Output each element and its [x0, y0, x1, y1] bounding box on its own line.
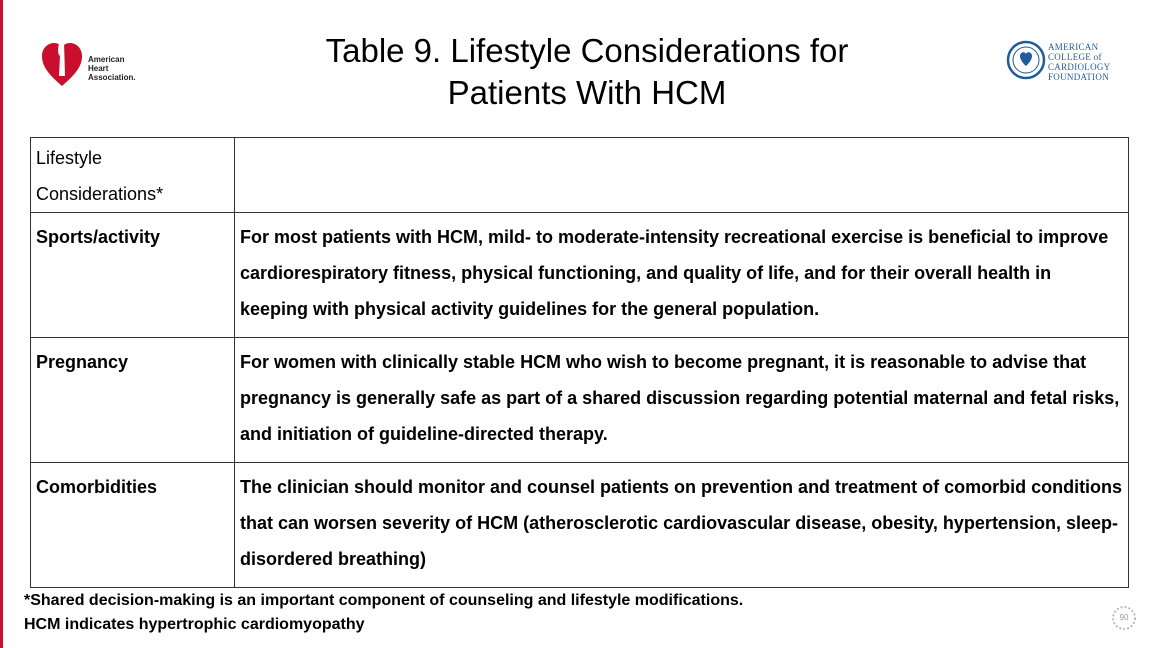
footnote-shared-decision: *Shared decision-making is an important component of counseling and lifestyle modifications. — [24, 592, 744, 609]
page-title: Table 9. Lifestyle Considerations for Patients With HCM — [325, 32, 849, 111]
table-row — [31, 213, 1129, 338]
page-number: 90 — [1119, 613, 1129, 622]
footnotes — [24, 589, 743, 637]
row-label: Sports/activity — [31, 213, 235, 338]
table-row — [31, 463, 1129, 588]
lifestyle-table — [30, 137, 1129, 588]
header-cell-considerations: Lifestyle Considerations* — [31, 138, 235, 213]
table-header-row — [31, 138, 1129, 213]
aha-logo-text: American Heart Association. — [88, 55, 136, 82]
acc-logo-text: AMERICAN COLLEGE of CARDIOLOGY FOUNDATION — [1048, 42, 1111, 82]
table-row — [31, 338, 1129, 463]
left-accent-bar — [0, 0, 3, 648]
row-label: Pregnancy — [31, 338, 235, 463]
header-cell-empty — [235, 138, 1129, 213]
row-text: The clinician should monitor and counsel patients on prevention and treatment of comorbid conditions that can worsen severity of HCM (atherosclerotic cardiovascular disease, obesity, hypertension, sleep-disordered breathing) — [235, 463, 1129, 588]
row-text: For women with clinically stable HCM who wish to become pregnant, it is reasonable to advise that pregnancy is generally safe as part of a shared discussion regarding potential maternal and fetal risks, and initiation of guideline-directed therapy. — [235, 338, 1129, 463]
row-label: Comorbidities — [31, 463, 235, 588]
footnote-hcm-abbreviation: HCM indicates hypertrophic cardiomyopathy — [24, 616, 365, 633]
row-text: For most patients with HCM, mild- to moderate-intensity recreational exercise is beneficial to improve cardiorespiratory fitness, physical functioning, and quality of life, and for their overall health in keeping with physical activity guidelines for the general population. — [235, 213, 1129, 338]
acc-seal-icon — [1006, 40, 1046, 80]
